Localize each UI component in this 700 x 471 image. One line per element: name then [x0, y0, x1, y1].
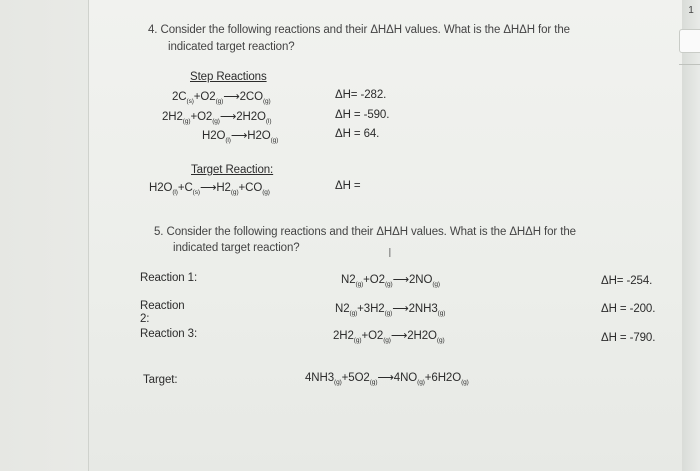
q5-target-equation: $4NH3_{(g)}+5O2_{(g)}⟶4NO_{(g)}+6H2O_{(g)}$: [305, 372, 469, 386]
q4-step-1-equation: $2C_{(s)}+O2_{(g)}⟶2CO_{(g)}$: [172, 91, 271, 105]
q4-target-dh: ΔH =: [335, 180, 361, 192]
right-margin: [682, 0, 700, 471]
q4-prompt-line-1: 4. Consider the following reactions and their ΔHΔH values. What is the ΔHΔH for the: [148, 24, 570, 36]
side-tab: [679, 29, 700, 53]
q5-reaction-2-equation: $N2_{(g)}+3H2_{(g)}⟶2NH3_{(g)}$: [335, 303, 446, 317]
q5-reaction-3-label: Reaction 3:: [140, 328, 198, 340]
q5-reaction-1-dh: ΔH= -254.: [601, 275, 653, 287]
side-divider: [679, 64, 700, 65]
q5-reaction-1-label: Reaction 1:: [140, 272, 198, 284]
q5-target-label: Target:: [143, 374, 178, 386]
page-number-badge: 1: [688, 5, 694, 16]
q5-prompt-line-1: 5. Consider the following reactions and their ΔHΔH values. What is the ΔHΔH for the: [154, 226, 576, 238]
q4-step-2-dh: ΔH = -590.: [335, 109, 390, 121]
q5-reaction-3-dh: ΔH = -790.: [601, 332, 656, 344]
q5-reaction-3-equation: $2H2_{(g)}+O2_{(g)}⟶2H2O_{(g)}$: [333, 330, 445, 344]
text-cursor-icon: I: [388, 245, 392, 260]
q4-step-heading: Step Reactions: [190, 71, 267, 83]
q5-prompt-line-2: indicated target reaction?: [173, 242, 300, 254]
q4-target-heading: Target Reaction:: [191, 164, 274, 176]
q4-step-1-dh: ΔH= -282.: [335, 89, 387, 101]
q5-reaction-1-equation: $N2_{(g)}+O2_{(g)}⟶2NO_{(g)}$: [341, 274, 440, 288]
q4-step-3-equation: $H2O_{(l)}⟶H2O_{(g)}$: [202, 130, 279, 144]
q5-reaction-2-label: Reaction 2:: [140, 300, 185, 325]
q5-reaction-2-dh: ΔH = -200.: [601, 303, 656, 315]
q4-step-3-dh: ΔH = 64.: [335, 128, 380, 140]
q4-prompt-line-2: indicated target reaction?: [168, 41, 295, 53]
q4-step-2-equation: $2H2_{(g)}+O2_{(g)}⟶2H2O_{(l)}$: [162, 111, 272, 125]
q4-target-equation: $H2O_{(l)}+C_{(s)}⟶H2_{(g)}+CO_{(g)}$: [149, 182, 270, 196]
